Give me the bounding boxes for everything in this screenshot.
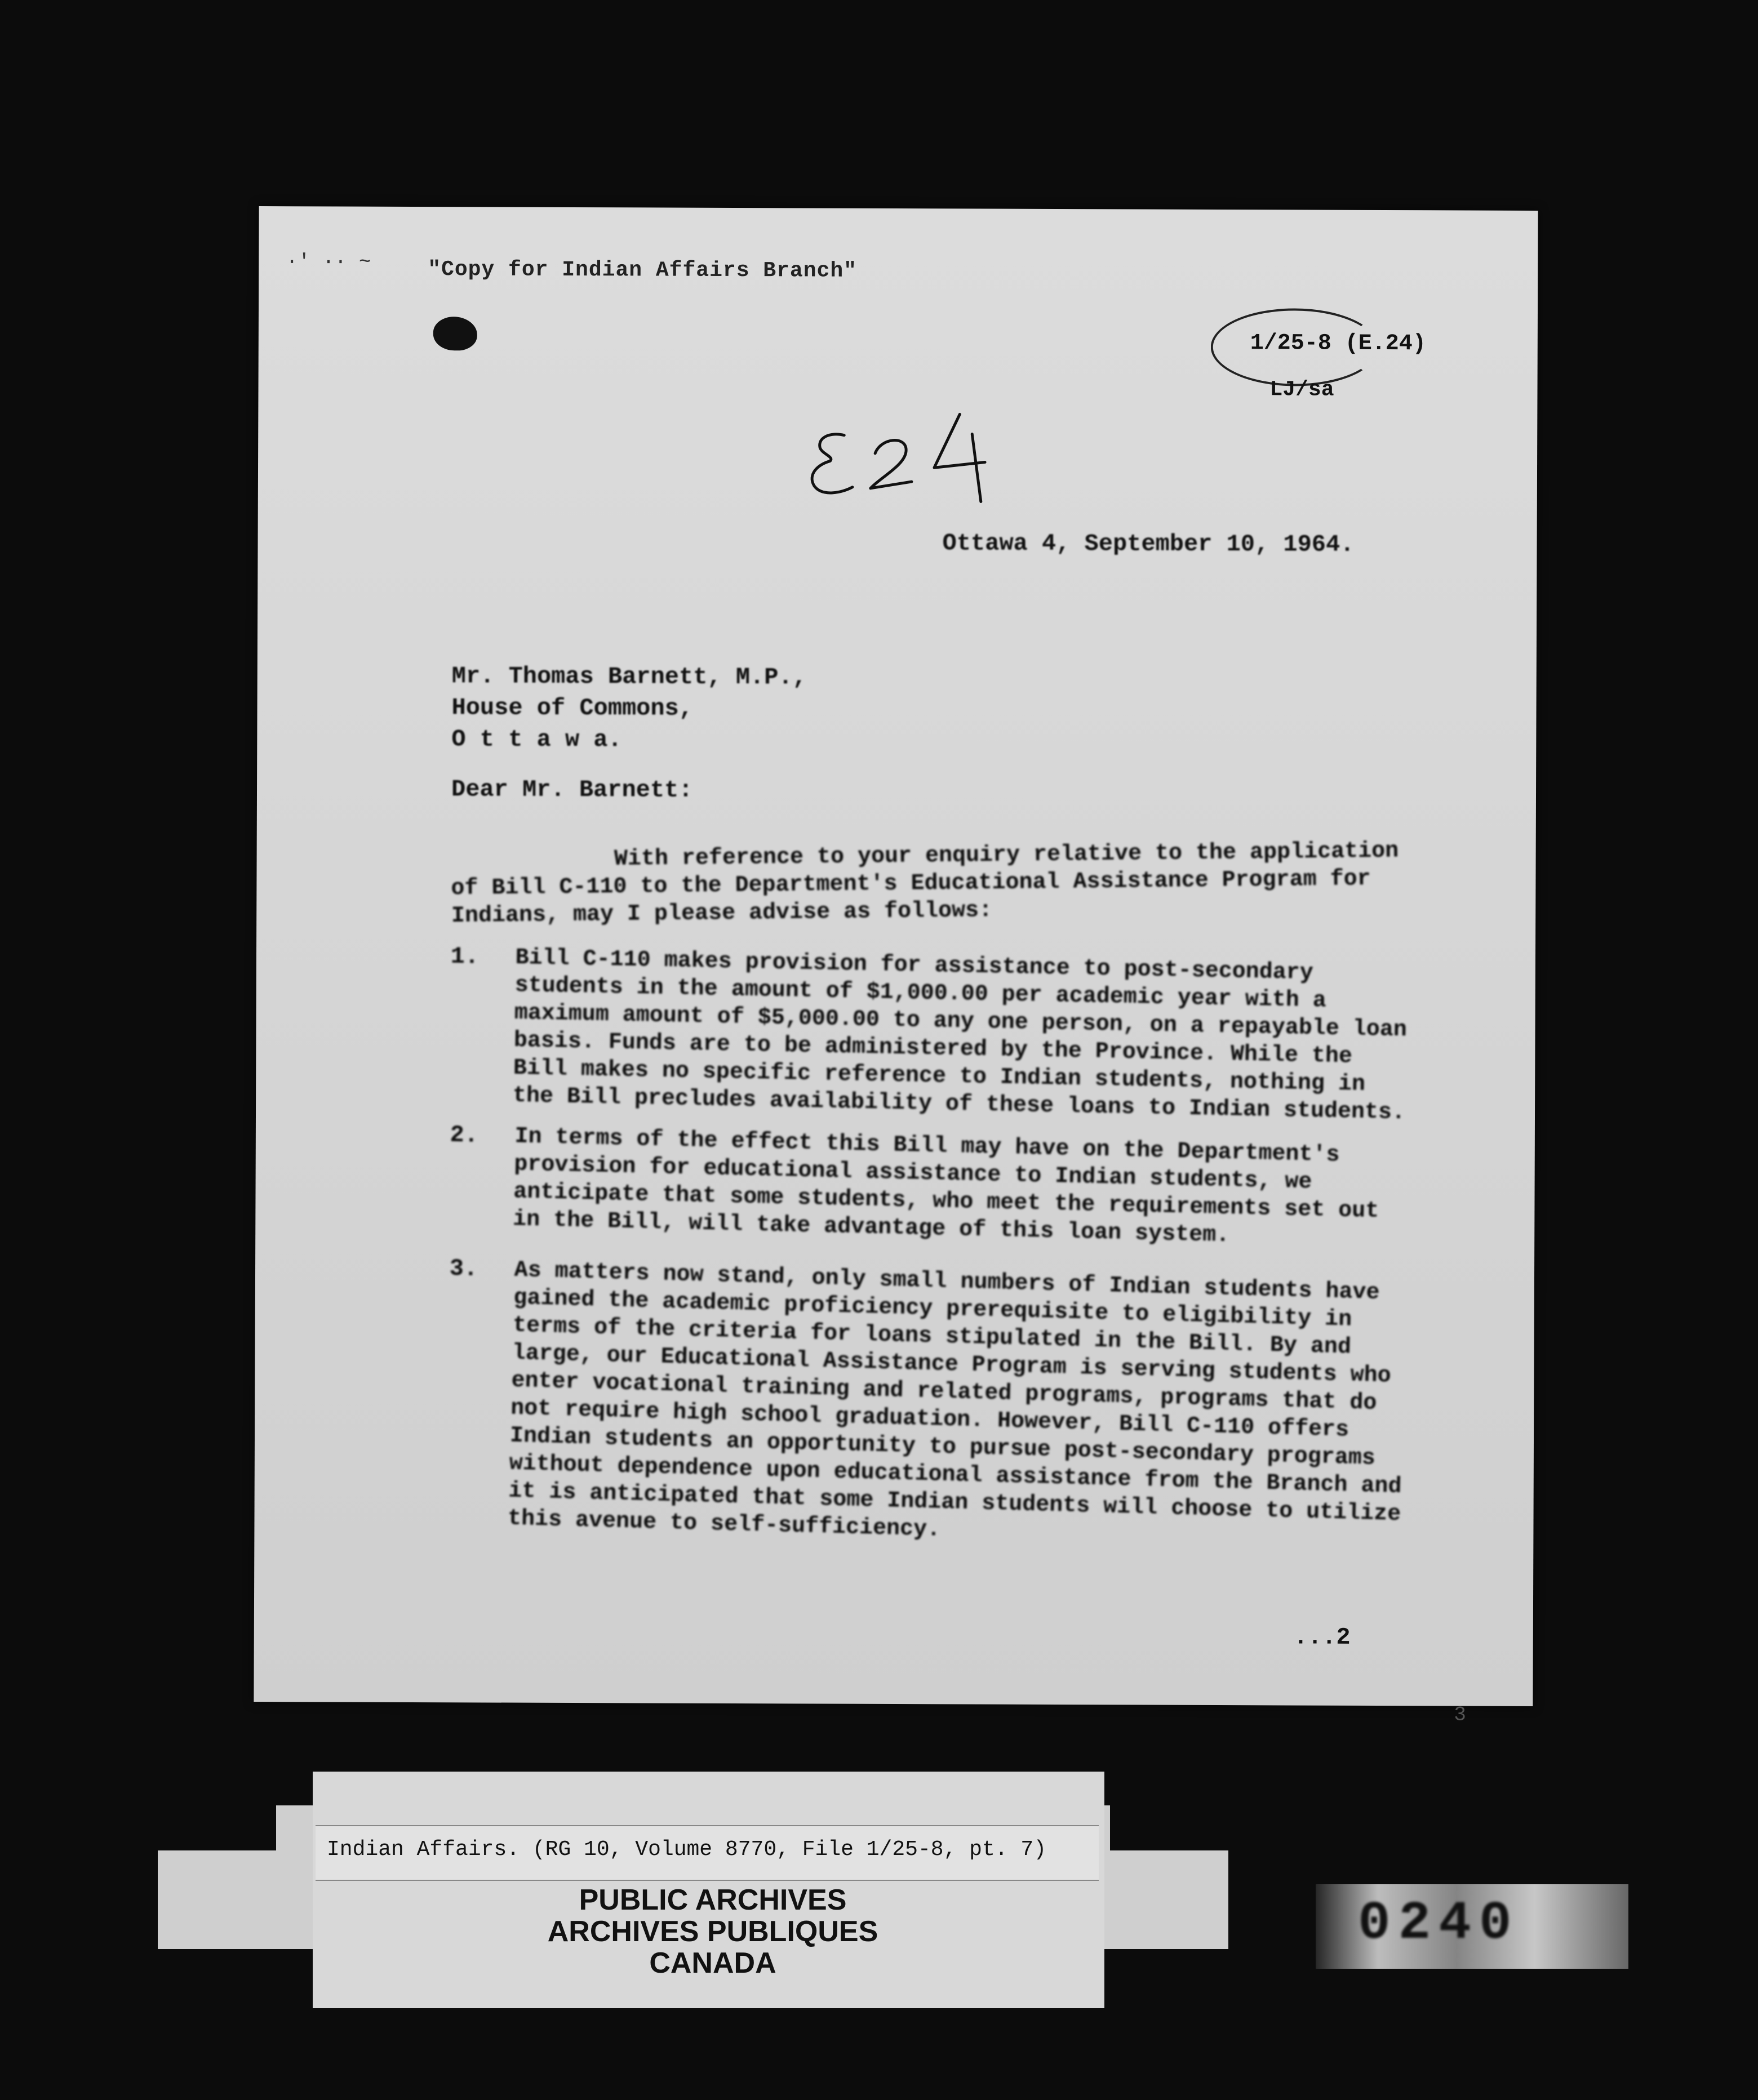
archive-name (428, 1884, 997, 1979)
numbered-item (450, 1121, 1419, 1249)
copy-note: "Copy for Indian Affairs Branch" (428, 257, 858, 283)
numbered-item (449, 1254, 1418, 1543)
recipient-line: House of Commons, (451, 694, 694, 722)
item-text: In terms of the effect this Bill may have on the Department's provision for educational assistance to Indian students, we anticipate that some students, who meet the requirements set out in the Bill, will take advantage of this loan system. (512, 1124, 1379, 1249)
item-number: 2. (450, 1121, 479, 1149)
numbered-item (450, 942, 1420, 1126)
continued-marker: ...2 (1293, 1623, 1351, 1651)
recipient-line: Mr. Thomas Barnett, M.P., (451, 662, 807, 691)
page-mark: 3 (1454, 1703, 1466, 1727)
archive-name-line: PUBLIC ARCHIVES (579, 1884, 847, 1916)
salutation: Dear Mr. Barnett: (451, 776, 693, 804)
item-number: 1. (450, 942, 480, 971)
archive-name-line: CANADA (649, 1947, 776, 1979)
typist-initials: LJ/sa (1269, 377, 1334, 402)
recipient-address (451, 660, 807, 756)
corner-marks: ·' ·· ~ (286, 250, 371, 274)
item-text: Bill C-110 makes provision for assistance to post-secondary students in the amount of $1,000.00 per academic year with a maximum amount of $5,000.00 to any one person, on a repayable loan basis. Funds are to be administered by the Province. While the Bill makes no specific reference to Indian students, nothing in the Bill precludes availability of these loans to Indian students. (512, 945, 1408, 1126)
date-line: Ottawa 4, September 10, 1964. (942, 530, 1355, 558)
handwritten-annotation (791, 402, 1028, 515)
archive-name-line: ARCHIVES PUBLIQUES (547, 1915, 878, 1948)
file-reference: 1/25-8 (E.24) (1250, 331, 1426, 357)
ink-blot (433, 317, 477, 350)
frame-number: 0240 (1358, 1893, 1520, 1954)
letter-page (254, 206, 1538, 1727)
item-text: As matters now stand, only small numbers of Indian students have gained the academic proficiency prerequisite to eligibility in terms of the criteria for loans stipulated in the Bill. By and large, our Educational Assistance Program is serving students who enter vocational training and related programs, programs that do not require high school graduation. However, Bill C-110 offers Indian students an opportunity to pursue post-secondary programs without dependence upon educational assistance from the Branch and it is anticipated that some Indian students will choose to utilize this avenue to self-sufficiency. (507, 1257, 1402, 1543)
intro-paragraph (451, 837, 1409, 930)
archive-reference: Indian Affairs. (RG 10, Volume 8770, File 1/25-8, pt. 7) (327, 1838, 1047, 1862)
recipient-line: O t t a w a. (451, 726, 622, 754)
intro-text: With reference to your enquiry relative to the application of Bill C-110 to the Department's Educational Assistance Program for Indians, may I please advise as follows: (451, 838, 1399, 929)
item-number: 3. (449, 1254, 478, 1283)
